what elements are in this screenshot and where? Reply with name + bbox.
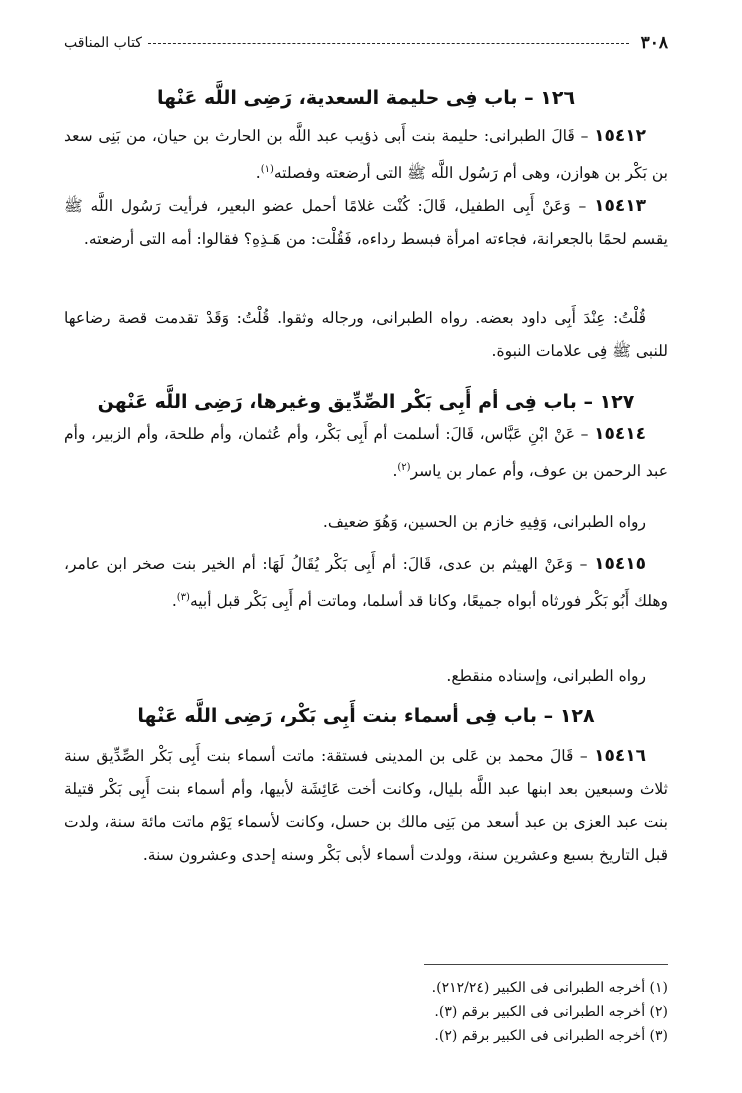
hadith-15412 [64, 120, 668, 190]
hadith-text: – قَالَ محمد بن عَلى بن المدينى فستقة: ماتت أسماء بنت أَبِى بَكْر الصِّدِّيق سنة ثلاث وسبعين بعد ابنها عبد اللَّه بليال، وكانت أخت عَائِشَة لأبيها، وأم أسماء بنت أَبِى بَكْر قتيلة بنت عبد العزى بن عبد أسعد من بَنِى مالك بن حسل، وكانت لأسماء يَوْم ماتت مائة سنة، ولدت قبل التاريخ بسبع وعشرين سنة، وولدت أسماء لأبى بَكْر وسنه إحدى وعشرون سنة. [64, 747, 668, 864]
chapter-heading-127: ١٢٧ – باب فِى أم أَبِى بَكْر الصِّدِّيق وغيرها، رَضِى اللَّه عَنْهن [97, 391, 635, 413]
grading-note: رواه الطبرانى، وإسناده منقطع. [446, 667, 646, 685]
footnotes [64, 976, 668, 1048]
hadith-number: ١٥٤١٥ [594, 554, 646, 574]
hadith-15413 [64, 190, 668, 256]
hadith-text: – وَعَنْ الهيثم بن عدى، قَالَ: أم أَبِى بَكْر يُقَالُ لَهَا: أم الخير بنت صخر ابن عامر، وهلك أَبُو بَكْر فورثاه أبواه جميعًا، وكانا قد أسلما، وماتت أم أَبِى بَكْر قبل أبيه [64, 555, 668, 611]
hadith-15414 [64, 418, 668, 488]
chapter-heading-126: ١٢٦ – باب فِى حليمة السعدية، رَضِى اللَّه عَنْها [156, 87, 576, 109]
footnote-ref[interactable]: (١) [260, 164, 274, 175]
footnote-1: (١) أخرجه الطبرانى فى الكبير (٢١٢/٢٤). [431, 980, 668, 996]
footnote-ref[interactable]: (٢) [397, 462, 411, 473]
running-header [64, 30, 668, 56]
hadith-number: ١٥٤١٢ [594, 126, 646, 146]
page-number: ٣٠٨ [640, 33, 668, 53]
period: . [255, 164, 261, 183]
hadith-text: – قَالَ الطبرانى: حليمة بنت أَبى ذؤيب عبد اللَّه بن الحارث بن حيان، من بَنِى سعد بن بَكْر بن هوازن، وهى أم رَسُول اللَّه ﷺ التى أرضعته وفصلته [64, 127, 668, 183]
book-page [64, 0, 668, 1093]
chapter-heading-128: ١٢٨ – باب فِى أسماء بنت أَبِى بَكْر، رَضِى اللَّه عَنْها [137, 705, 595, 727]
header-dashed-rule [148, 43, 629, 44]
hadith-number: ١٥٤١٣ [594, 196, 646, 216]
footnote-ref[interactable]: (٣) [176, 592, 190, 603]
commentary-note: قُلْتُ: عِنْدَ أَبِى داود بعضه. رواه الطبرانى، ورجاله وثقوا. قُلْتُ: وَقَدْ تقدمت قصة رضاعها للنبى ﷺ فِى علامات النبوة. [64, 309, 668, 360]
period: . [171, 592, 177, 611]
grading-note: رواه الطبرانى، وَفِيهِ خازم بن الحسين، وَهُوَ ضعيف. [322, 513, 646, 531]
footnote-2: (٢) أخرجه الطبرانى فى الكبير برقم (٣). [434, 1004, 668, 1020]
footnote-3: (٣) أخرجه الطبرانى فى الكبير برقم (٢). [434, 1028, 668, 1044]
hadith-15415 [64, 548, 668, 618]
hadith-text: – عَنْ ابْنِ عَبَّاس، قَالَ: أسلمت أم أَبِى بَكْر، وأم عُثمان، وأم طلحة، وأم الزبير، وأم عبد الرحمن بن عوف، وأم عمار بن ياسر [64, 425, 668, 481]
period: . [392, 462, 398, 481]
hadith-15416 [64, 740, 668, 872]
hadith-number: ١٥٤١٤ [594, 424, 646, 444]
hadith-number: ١٥٤١٦ [594, 746, 646, 766]
book-title: كتاب المناقب [64, 35, 142, 51]
footnote-separator [424, 964, 668, 965]
hadith-text: – وَعَنْ أَبِى الطفيل، قَالَ: كُنْت غلامًا أحمل عضو البعير، فرأيت رَسُول اللَّه ﷺ يقسم لحمًا بالجعرانة، فجاءته امرأة فبسط رداءه، فَقُلْت: من هَـذِهِ؟ فقالوا: أمه التى أرضعته. [64, 197, 668, 248]
